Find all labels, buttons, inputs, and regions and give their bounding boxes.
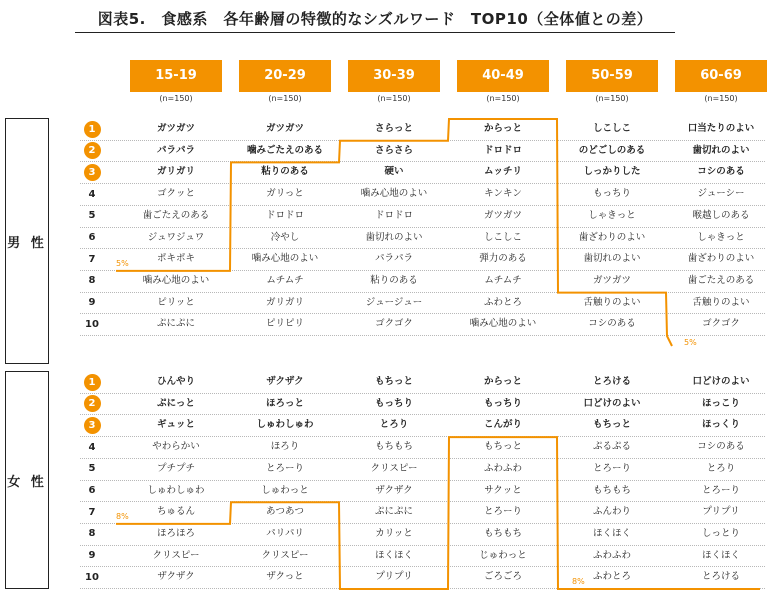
word-cell: ほろり [270, 441, 300, 453]
threshold-label-left: 8% [116, 511, 129, 521]
word-cell: 粘りのある [370, 274, 418, 286]
rank-badge: 1 [84, 374, 101, 391]
word-cell: ぷるぷる [592, 441, 631, 453]
word-cell: 歯切れのよい [692, 144, 750, 156]
word-cell: ゴクッと [156, 188, 195, 200]
word-cell: サクッと [484, 484, 522, 496]
word-cell: ふわふわ [592, 549, 631, 561]
word-cell: とろーり [483, 506, 522, 518]
rank-8 [80, 270, 104, 292]
rank-number: 7 [88, 506, 96, 518]
threshold-label-right: 8% [572, 577, 585, 586]
word-cell: ふわとろ [592, 571, 631, 583]
rank-1 [80, 118, 104, 140]
rank-number: 7 [88, 253, 96, 265]
word-cell: しっかりした [583, 166, 641, 178]
word-cell: 歯切れのよい [583, 253, 641, 265]
rank-10 [80, 313, 104, 335]
rank-5 [80, 458, 104, 480]
word-cell: あつあつ [265, 506, 304, 518]
word-cell: プチプチ [156, 462, 195, 474]
rank-2 [80, 393, 104, 415]
word-cell: コシのある [697, 441, 745, 453]
rank-6 [80, 480, 104, 502]
word-cell: とろーり [592, 462, 631, 474]
word-cell: さらっと [374, 123, 413, 134]
word-cell: もちもち [592, 484, 631, 496]
word-cell: もちもち [374, 441, 413, 453]
age-header-60-69: 60-69 [675, 60, 767, 92]
rank-badge: 3 [84, 417, 101, 434]
word-cell: 粘りのある [261, 166, 309, 178]
word-cell: とろり [706, 462, 736, 474]
word-cell: とろーり [265, 462, 304, 474]
word-cell: プリプリ [375, 571, 413, 583]
rank-8 [80, 523, 104, 545]
word-cell: 口当たりのよい [687, 123, 755, 134]
word-cell: パリパリ [266, 527, 304, 539]
word-cell: 喉越しのある [692, 209, 750, 221]
word-cell: 歯ざわりのよい [578, 231, 646, 243]
word-cell: プリプリ [702, 506, 740, 518]
word-cell: ポキポキ [156, 253, 195, 265]
word-cell: カリッと [375, 527, 413, 539]
rank-badge: 2 [84, 142, 101, 159]
word-cell: もっちり [374, 397, 413, 409]
rank-number: 5 [88, 210, 96, 222]
word-cell: ガリガリ [157, 166, 195, 178]
word-cell: ムッチリ [484, 166, 522, 178]
word-cell: からっと [483, 123, 522, 134]
rank-7 [80, 501, 104, 523]
rank-10 [80, 566, 104, 588]
word-cell: ピリピリ [265, 318, 304, 330]
word-cell: ほっくり [701, 419, 740, 431]
sample-size-label: (n=150) [159, 94, 193, 103]
rank-number: 5 [88, 463, 96, 475]
age-header-30-39: 30-39 [348, 60, 440, 92]
sample-size-label: (n=150) [704, 94, 738, 103]
word-cell: ドロドロ [483, 144, 522, 156]
word-cell: こんがり [483, 419, 522, 431]
rank-3 [80, 161, 104, 183]
rank-number: 10 [85, 571, 99, 583]
rank-badge: 3 [84, 164, 101, 181]
word-cell: じゅわっと [479, 549, 527, 561]
word-cell: ほくほく [374, 549, 413, 561]
word-cell: ちゅるん [156, 506, 195, 518]
word-cell: ドロドロ [265, 209, 304, 221]
word-cell: ザクザク [375, 484, 413, 496]
word-cell: さらさら [374, 144, 413, 156]
male-section-label: 男 性 [5, 118, 49, 364]
word-cell: 歯切れのよい [365, 231, 423, 243]
word-cell: 弾力のある [479, 253, 527, 265]
rank-number: 8 [88, 528, 96, 540]
word-cell: ギュッと [156, 419, 195, 431]
word-cell: ピリッと [157, 296, 195, 308]
word-cell: 歯ごたえのある [687, 274, 755, 286]
threshold-label-left: 5% [116, 258, 129, 268]
rank-number: 8 [88, 275, 96, 287]
title-underline [75, 32, 675, 33]
rank-number: 9 [88, 297, 96, 309]
age-header-40-49: 40-49 [457, 60, 549, 92]
word-cell: しゅわっと [261, 484, 309, 496]
word-cell: キンキン [484, 188, 522, 200]
word-cell: ガツガツ [592, 274, 631, 286]
rank-5 [80, 205, 104, 227]
word-cell: もちもち [483, 527, 522, 539]
rank-1 [80, 371, 104, 393]
sample-size-label: (n=150) [595, 94, 629, 103]
word-cell: ザクっと [266, 571, 304, 583]
word-cell: ふわとろ [483, 296, 522, 308]
rank-badge: 2 [84, 395, 101, 412]
word-cell: ジューシー [697, 188, 745, 200]
word-cell: しこしこ [483, 231, 522, 243]
word-cell: しゃきっと [588, 209, 636, 221]
rank-9 [80, 292, 104, 314]
rank-badge: 1 [84, 121, 101, 138]
word-cell: パラパラ [374, 253, 413, 265]
word-cell: 噛み心地のよい [142, 274, 210, 286]
age-header-15-19: 15-19 [130, 60, 222, 92]
row-divider [80, 335, 765, 336]
word-cell: もちっと [483, 441, 522, 453]
rank-7 [80, 248, 104, 270]
word-cell: ぷにぷに [374, 506, 413, 518]
word-cell: ガリガリ [266, 296, 304, 308]
word-cell: ほくほく [592, 527, 631, 539]
word-cell: しゅわしゅわ [147, 484, 205, 496]
age-header-50-59: 50-59 [566, 60, 658, 92]
word-cell: 噛みごたえのある [246, 144, 323, 156]
word-cell: 舌触りのよい [583, 296, 641, 308]
word-cell: ほろっと [265, 397, 304, 409]
word-cell: ドロドロ [374, 209, 413, 221]
rank-4 [80, 436, 104, 458]
word-cell: ガリっと [266, 188, 304, 200]
rank-6 [80, 227, 104, 249]
word-cell: クリスピー [261, 549, 309, 561]
word-cell: コシのある [697, 166, 745, 178]
word-cell: しゃきっと [697, 231, 745, 243]
word-cell: のどごしのある [578, 144, 646, 156]
word-cell: ごろごろ [483, 571, 522, 583]
row-divider [80, 588, 765, 589]
word-cell: ほっこり [701, 397, 740, 409]
word-cell: ムチムチ [266, 274, 304, 286]
rank-3 [80, 414, 104, 436]
word-cell: ぷにっと [157, 397, 195, 409]
age-header-20-29: 20-29 [239, 60, 331, 92]
rank-number: 9 [88, 550, 96, 562]
word-cell: ガツガツ [265, 123, 304, 134]
sample-size-label: (n=150) [268, 94, 302, 103]
rank-number: 10 [85, 318, 99, 330]
word-cell: クリスピー [152, 549, 200, 561]
word-cell: ゴクゴク [375, 318, 413, 330]
word-cell: 噛み心地のよい [251, 253, 319, 265]
word-cell: ガツガツ [156, 123, 195, 134]
word-cell: もちっと [592, 419, 631, 431]
word-cell: ザクザク [157, 571, 195, 583]
rank-number: 4 [88, 188, 96, 200]
word-cell: やわらかい [152, 441, 200, 453]
female-section-label: 女 性 [5, 371, 49, 589]
word-cell: 口どけのよい [692, 376, 750, 387]
word-cell: ひんやり [156, 376, 195, 387]
rank-number: 6 [88, 485, 96, 496]
word-cell: ほろほろ [156, 527, 195, 539]
word-cell: もっちり [483, 397, 522, 409]
word-cell: 噛み心地のよい [469, 318, 537, 330]
word-cell: 歯ざわりのよい [687, 253, 755, 265]
word-cell: とろーり [701, 484, 740, 496]
word-cell: ジュワジュワ [147, 231, 205, 243]
word-cell: 硬い [384, 166, 404, 178]
word-cell: とろける [592, 376, 631, 387]
word-cell: ガツガツ [483, 209, 522, 221]
word-cell: パラパラ [156, 144, 195, 156]
word-cell: とろり [379, 419, 409, 431]
word-cell: からっと [483, 376, 522, 387]
word-cell: ふわふわ [483, 462, 522, 474]
word-cell: ぷにぷに [156, 318, 195, 330]
word-cell: ムチムチ [484, 274, 522, 286]
threshold-label-right: 5% [684, 338, 697, 347]
word-cell: 舌触りのよい [692, 296, 750, 308]
rank-9 [80, 545, 104, 567]
word-cell: ジュージュー [365, 296, 423, 308]
rank-number: 6 [88, 232, 96, 243]
word-cell: 噛み心地のよい [360, 188, 428, 200]
word-cell: しこしこ [592, 123, 631, 134]
chart-title: 図表5. 食感系 各年齢層の特徴的なシズルワード TOP10（全体値との差） [97, 10, 653, 28]
word-cell: ゴクゴク [702, 318, 740, 330]
rank-4 [80, 183, 104, 205]
rank-2 [80, 140, 104, 162]
word-cell: もちっと [374, 376, 413, 387]
word-cell: しっとり [701, 527, 740, 539]
word-cell: もっちり [592, 188, 631, 200]
word-cell: ザクザク [266, 376, 304, 387]
word-cell: 口どけのよい [583, 397, 641, 409]
word-cell: コシのある [588, 318, 636, 330]
sample-size-label: (n=150) [486, 94, 520, 103]
word-cell: しゅわしゅわ [256, 419, 314, 431]
word-cell: 冷やし [270, 231, 300, 243]
rank-number: 4 [88, 441, 96, 453]
word-cell: ほくほく [701, 549, 740, 561]
word-cell: ふんわり [592, 506, 631, 518]
word-cell: 歯ごたえのある [142, 209, 210, 221]
word-cell: クリスピー [370, 462, 418, 474]
word-cell: とろける [701, 571, 740, 583]
sample-size-label: (n=150) [377, 94, 411, 103]
